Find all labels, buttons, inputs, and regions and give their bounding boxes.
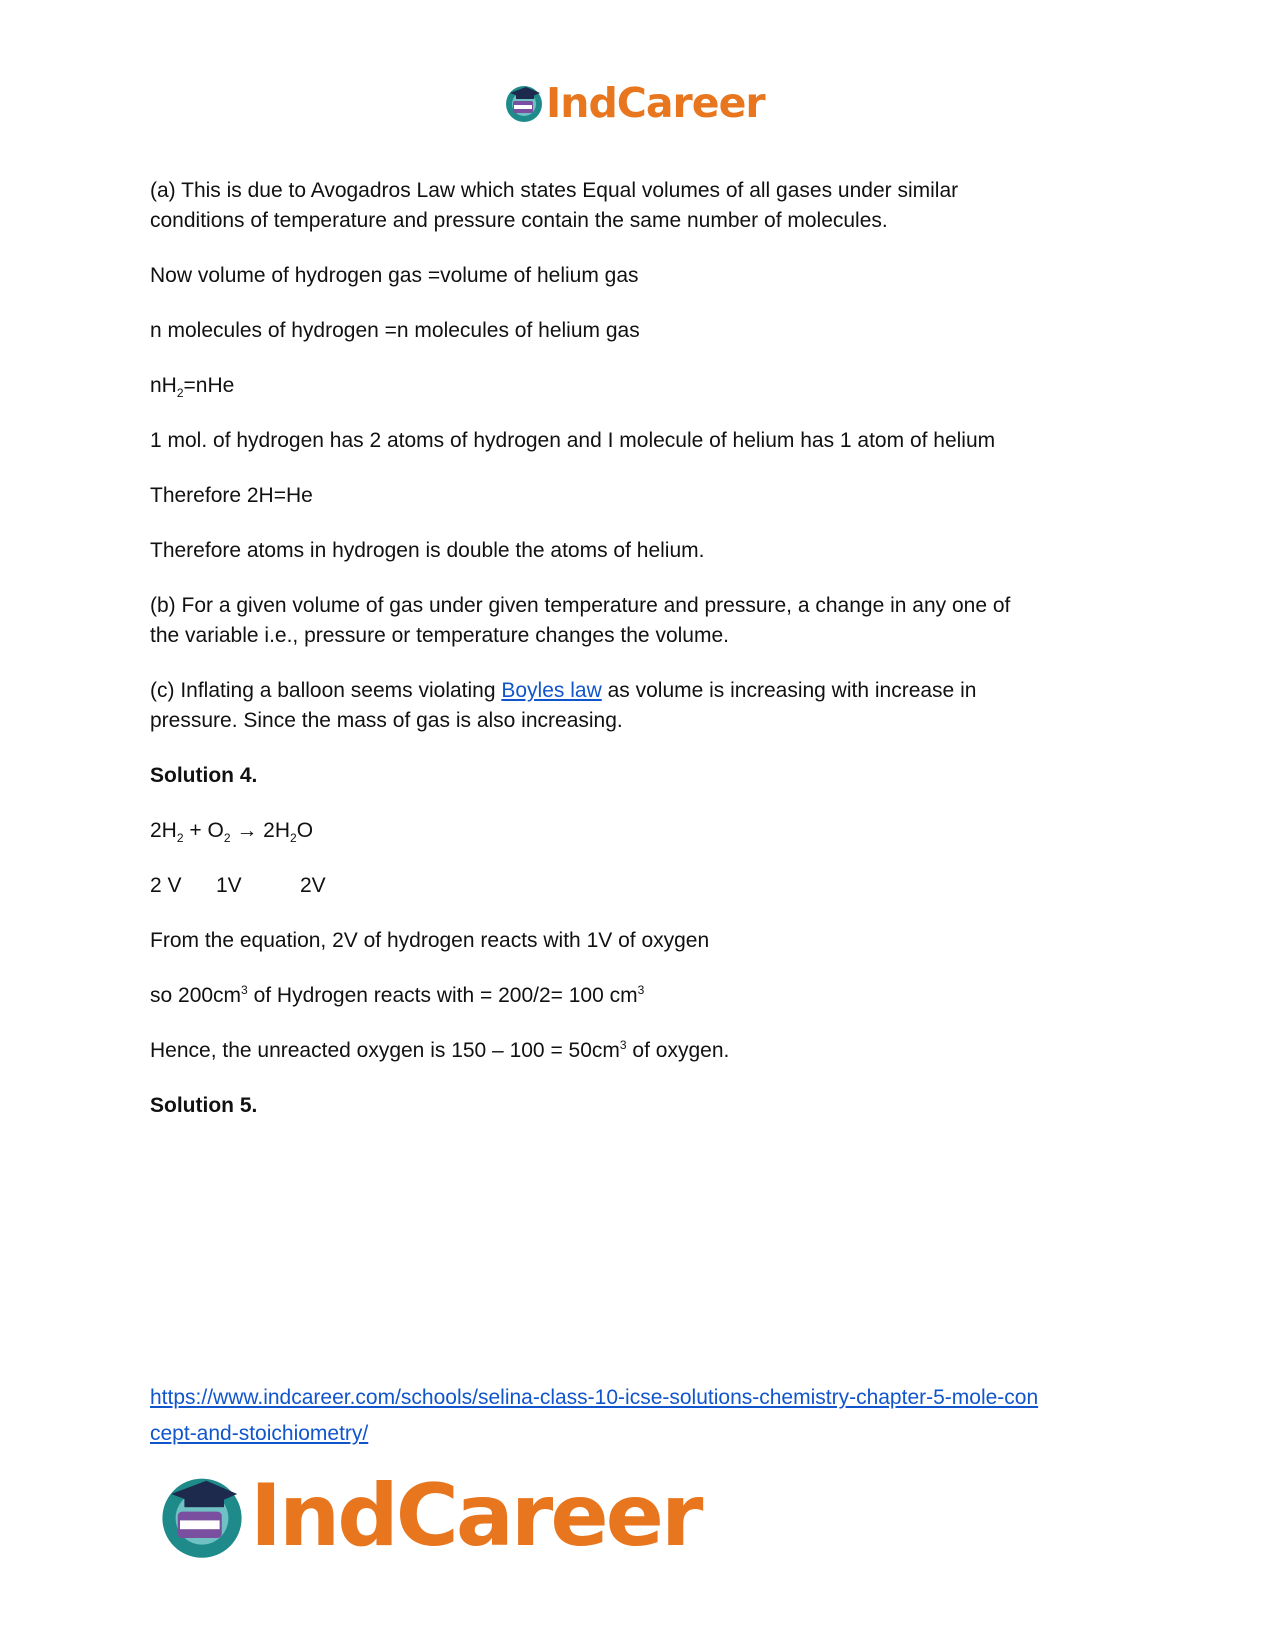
- eq-o2-sub: 2: [223, 831, 231, 846]
- eq-arrow-product: → 2H: [230, 819, 291, 842]
- paragraph-hence: [150, 1036, 1130, 1066]
- so-pre: so 200cm: [150, 984, 242, 1007]
- paragraph-so: [150, 981, 1130, 1011]
- volume-ratio: [150, 871, 1130, 901]
- footer-url: [150, 1380, 1135, 1452]
- so-mid: of Hydrogen reacts with = 200/2= 100 cm: [247, 984, 638, 1007]
- footer-url-line1: https://www.indcareer.com/schools/selina-class-10-icse-solutions-chemistry-chapter-5-mole-con: [150, 1386, 1039, 1409]
- paragraph-b-line2: the variable i.e., pressure or temperature changes the volume.: [150, 624, 729, 647]
- nh2-sub: 2: [176, 386, 184, 401]
- paragraph-b: [150, 591, 1130, 651]
- paragraph-therefore-1: Therefore 2H=He: [150, 484, 313, 507]
- solution-5-heading: Solution 5.: [150, 1094, 258, 1117]
- paragraph-from: From the equation, 2V of hydrogen reacts with 1V of oxygen: [150, 929, 710, 952]
- paragraph-therefore-2: Therefore atoms in hydrogen is double the atoms of helium.: [150, 539, 705, 562]
- equation-nh2: [150, 371, 1130, 401]
- graduation-globe-icon: [158, 1472, 246, 1560]
- boyles-law-link[interactable]: Boyles law: [501, 679, 602, 702]
- logo-wordmark: IndCareer: [546, 79, 765, 127]
- eq-h2: 2H: [150, 819, 177, 842]
- hence-pre: Hence, the unreacted oxygen is 150 – 100 = 50cm: [150, 1039, 620, 1062]
- eq-product-o: O: [296, 819, 314, 842]
- footer-logo: [158, 1468, 700, 1564]
- so-sup2: 3: [637, 983, 645, 997]
- paragraph-volume: Now volume of hydrogen gas =volume of helium gas: [150, 264, 639, 287]
- paragraph-a-line2: conditions of temperature and pressure contain the same number of molecules.: [150, 209, 888, 232]
- eq-product-sub: 2: [290, 831, 297, 846]
- nh2-post: =nHe: [183, 374, 235, 397]
- volume-o2: 1V: [216, 874, 242, 897]
- paragraph-c-post: as volume is increasing with increase in: [601, 679, 977, 702]
- eq-o2: + O: [183, 819, 224, 842]
- so-sup1: 3: [241, 983, 248, 997]
- paragraph-a: [150, 176, 1130, 236]
- hence-sup: 3: [619, 1038, 627, 1052]
- graduation-globe-icon: [504, 83, 544, 123]
- footer-url-link[interactable]: [150, 1386, 1038, 1445]
- logo-wordmark: IndCareer: [250, 1466, 701, 1566]
- header-logo: [504, 80, 765, 126]
- solution-4-heading: Solution 4.: [150, 764, 258, 787]
- paragraph-b-line1: (b) For a given volume of gas under given temperature and pressure, a change in any one of: [150, 594, 1011, 617]
- paragraph-a-line1: (a) This is due to Avogadros Law which states Equal volumes of all gases under similar: [150, 179, 959, 202]
- paragraph-c: [150, 676, 1130, 736]
- document-body: [150, 176, 1130, 1146]
- nh2-pre: nH: [150, 374, 177, 397]
- hence-post: of oxygen.: [626, 1039, 730, 1062]
- eq-h2-sub: 2: [176, 831, 184, 846]
- paragraph-molecules: n molecules of hydrogen =n molecules of helium gas: [150, 319, 640, 342]
- volume-h2o: 2V: [300, 874, 326, 897]
- paragraph-c-pre: (c) Inflating a balloon seems violating: [150, 679, 502, 702]
- volume-h2: 2 V: [150, 874, 182, 897]
- footer-url-line2: cept-and-stoichiometry/: [150, 1422, 369, 1445]
- paragraph-mol: 1 mol. of hydrogen has 2 atoms of hydrogen and I molecule of helium has 1 atom of helium: [150, 429, 996, 452]
- chemical-equation: [150, 816, 1130, 846]
- paragraph-c-line2: pressure. Since the mass of gas is also increasing.: [150, 709, 623, 732]
